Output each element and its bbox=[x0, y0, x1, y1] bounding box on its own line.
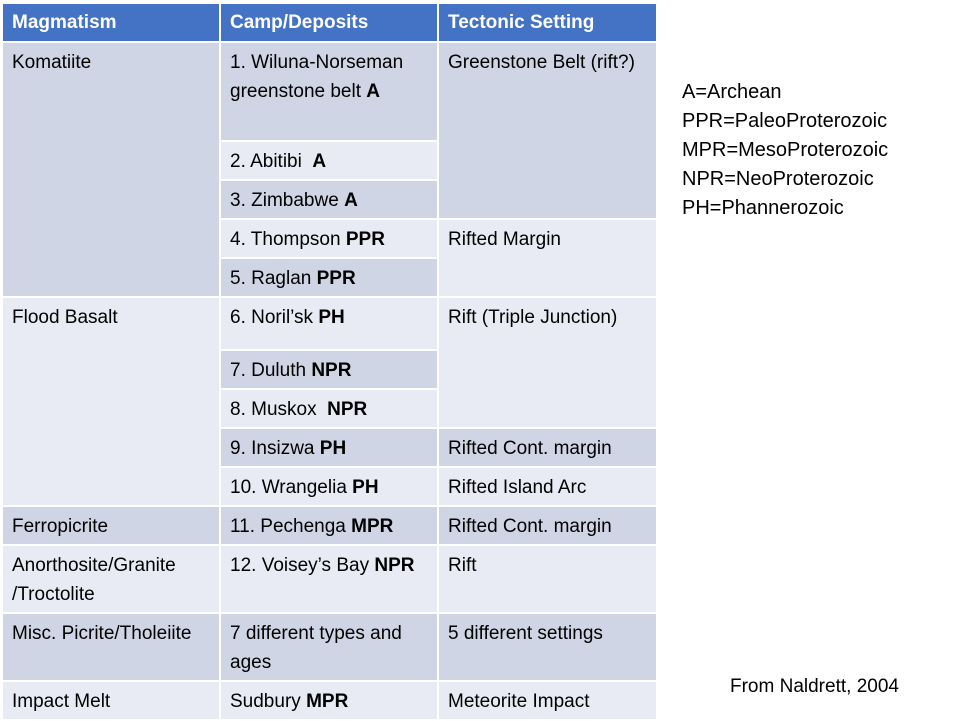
deposit-name: 3. Zimbabwe bbox=[230, 190, 339, 211]
magmatism-cell: Impact Melt bbox=[2, 681, 220, 720]
table-row bbox=[2, 681, 657, 720]
age-code: MPR bbox=[306, 691, 349, 712]
legend-item: MPR=MesoProterozoic bbox=[682, 139, 889, 161]
setting-cell: 5 different settings bbox=[438, 613, 657, 681]
setting-cell: Greenstone Belt (rift?) bbox=[438, 42, 657, 219]
setting-cell: Rift bbox=[438, 545, 657, 613]
legend-item: PH=Phannerozoic bbox=[682, 197, 844, 219]
deposit-name: Sudbury bbox=[230, 691, 301, 712]
deposit-name: 7. Duluth bbox=[230, 360, 307, 381]
deposits-table bbox=[1, 2, 658, 721]
magmatism-cell: Flood Basalt bbox=[2, 297, 220, 506]
header-magmatism: Magmatism bbox=[2, 3, 220, 42]
header-camp-deposits: Camp/Deposits bbox=[220, 3, 438, 42]
magmatism-cell: Ferropicrite bbox=[2, 506, 220, 545]
deposit-cell bbox=[220, 545, 438, 613]
table-row bbox=[2, 42, 657, 141]
age-code: PPR bbox=[345, 229, 385, 250]
deposit-name: 10. Wrangelia bbox=[230, 477, 347, 498]
setting-cell: Rift (Triple Junction) bbox=[438, 297, 657, 428]
header-tectonic-setting: Tectonic Setting bbox=[438, 3, 657, 42]
age-code: MPR bbox=[351, 516, 394, 537]
magmatism-cell: Komatiite bbox=[2, 42, 220, 297]
deposit-cell bbox=[220, 258, 438, 297]
age-code: NPR bbox=[311, 360, 352, 381]
legend-item: A=Archean bbox=[682, 81, 782, 103]
age-legend bbox=[682, 78, 888, 223]
table-row bbox=[2, 545, 657, 613]
deposit-cell bbox=[220, 467, 438, 506]
source-citation: From Naldrett, 2004 bbox=[730, 676, 899, 697]
setting-cell: Rifted Margin bbox=[438, 219, 657, 297]
setting-cell: Meteorite Impact bbox=[438, 681, 657, 720]
deposit-cell bbox=[220, 42, 438, 141]
deposit-name: 8. Muskox bbox=[230, 399, 317, 420]
deposit-name: 12. Voisey’s Bay bbox=[230, 555, 370, 576]
deposit-cell bbox=[220, 350, 438, 389]
magmatism-cell: Misc. Picrite/Tholeiite bbox=[2, 613, 220, 681]
deposit-cell bbox=[220, 681, 438, 720]
deposit-cell bbox=[220, 297, 438, 350]
deposit-name: 6. Noril’sk bbox=[230, 307, 314, 328]
deposit-cell bbox=[220, 506, 438, 545]
age-code: A bbox=[312, 151, 327, 172]
deposit-cell bbox=[220, 219, 438, 258]
deposit-cell bbox=[220, 389, 438, 428]
age-code: PH bbox=[319, 438, 347, 459]
deposit-name: 7 different types and ages bbox=[230, 623, 402, 673]
deposit-name: 5. Raglan bbox=[230, 268, 312, 289]
age-code: A bbox=[344, 190, 358, 211]
deposit-cell bbox=[220, 141, 438, 180]
table-row bbox=[2, 613, 657, 681]
deposit-cell bbox=[220, 180, 438, 219]
setting-cell: Rifted Cont. margin bbox=[438, 428, 657, 467]
deposit-name: 9. Insizwa bbox=[230, 438, 315, 459]
deposit-cell bbox=[220, 428, 438, 467]
magmatism-cell: Anorthosite/Granite /Troctolite bbox=[2, 545, 220, 613]
deposit-cell bbox=[220, 613, 438, 681]
table-row bbox=[2, 297, 657, 350]
age-code: NPR bbox=[374, 555, 415, 576]
legend-item: PPR=PaleoProterozoic bbox=[682, 110, 888, 132]
setting-cell: Rifted Island Arc bbox=[438, 467, 657, 506]
deposit-name: 2. Abitibi bbox=[230, 151, 302, 172]
age-code: PH bbox=[352, 477, 379, 498]
deposit-name: 4. Thompson bbox=[230, 229, 341, 250]
age-code: NPR bbox=[327, 399, 368, 420]
header-row bbox=[2, 3, 657, 42]
setting-cell: Rifted Cont. margin bbox=[438, 506, 657, 545]
age-code: PPR bbox=[316, 268, 356, 289]
deposit-name: 1. Wiluna-Norseman greenstone belt bbox=[230, 52, 404, 102]
table-row bbox=[2, 506, 657, 545]
legend-item: NPR=NeoProterozoic bbox=[682, 168, 874, 190]
age-code: PH bbox=[318, 307, 345, 328]
deposit-name: 11. Pechenga bbox=[230, 516, 346, 537]
age-code: A bbox=[366, 81, 381, 102]
